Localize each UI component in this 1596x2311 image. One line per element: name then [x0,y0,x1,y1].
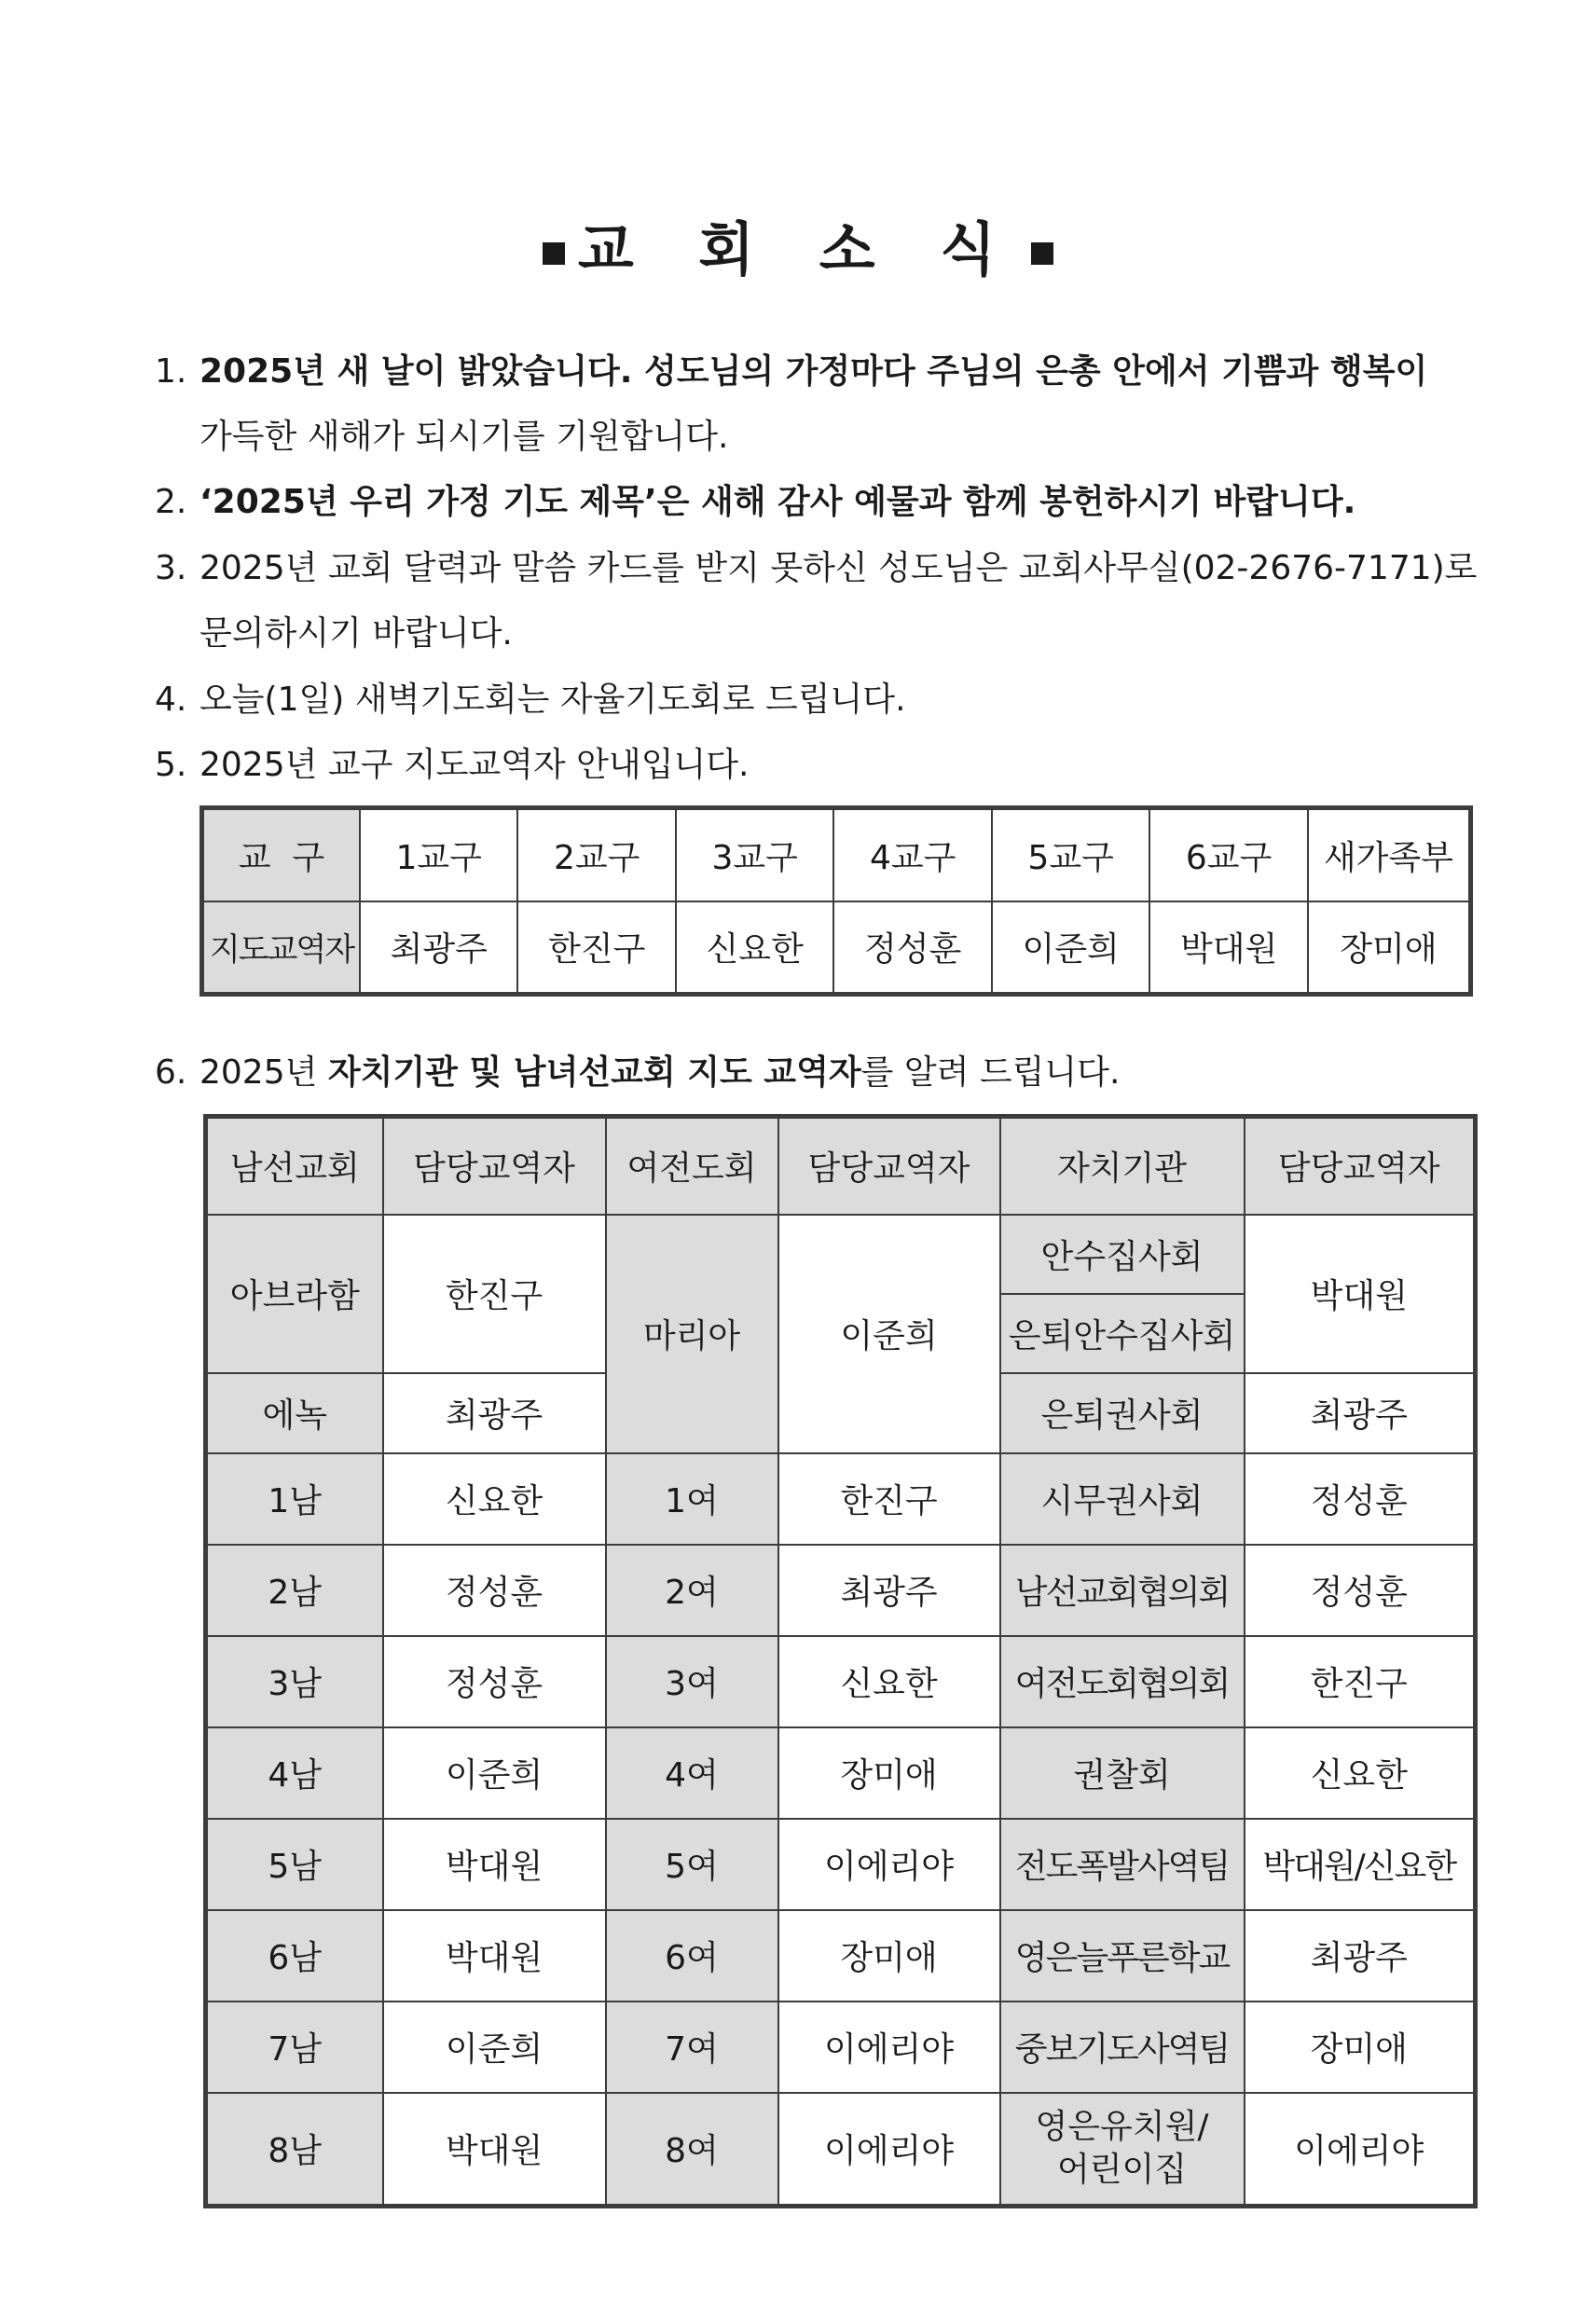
square-bullet-icon [1031,242,1053,265]
women-group-leader: 이에리야 [778,1819,1000,1910]
district-header-cell: 3교구 [676,808,833,901]
women-group-leader: 장미애 [778,1910,1000,2001]
item-number: 6. [155,1053,187,1092]
org-top-row [206,1215,1476,1294]
org-name: 남선교회협의회 [1000,1545,1245,1636]
org-header-cell: 남선교회 [206,1117,383,1215]
org-leader: 최광주 [1245,1373,1476,1453]
org-row [206,2001,1476,2093]
district-header-cell: 1교구 [360,808,517,901]
women-group-name: 6여 [606,1910,778,2001]
org-leader: 박대원 [1245,1215,1476,1373]
notice-item-5 [155,743,750,788]
square-bullet-icon [543,242,565,265]
item-text: 2025년 [200,1053,328,1092]
men-group-leader: 정성훈 [383,1545,606,1636]
item-text: 2025년 새 날이 밝았습니다. 성도님의 가정마다 주님의 은총 안에서 기쁨과 행복이 [200,352,1428,391]
item-text: 2025년 교구 지도교역자 안내입니다. [200,746,750,784]
district-leader-table [200,805,1473,997]
notice-item-2 [155,480,1356,525]
org-name: 은퇴안수집사회 [1000,1294,1245,1373]
org-header-cell: 여전도회 [606,1117,778,1215]
district-leader-cell: 박대원 [1149,901,1307,995]
women-group-leader: 한진구 [778,1453,1000,1545]
district-header-cell: 2교구 [517,808,675,901]
women-group-name: 8여 [606,2093,778,2207]
district-leader-cell: 정성훈 [833,901,991,995]
men-group-name: 아브라함 [206,1215,383,1373]
item-number: 1. [155,352,187,391]
women-group-name: 마리아 [606,1215,778,1453]
men-group-name: 5남 [206,1819,383,1910]
org-header-cell: 담당교역자 [383,1117,606,1215]
district-leader-cell: 최광주 [360,901,517,995]
notice-item-6 [155,1051,1121,1095]
men-group-leader: 한진구 [383,1215,606,1373]
women-group-name: 3여 [606,1636,778,1727]
men-group-name: 1남 [206,1453,383,1545]
women-group-name: 1여 [606,1453,778,1545]
notice-item-1 [155,350,1428,456]
men-group-leader: 정성훈 [383,1636,606,1727]
notice-item-3 [155,546,1478,653]
district-header-cell: 5교구 [992,808,1149,901]
district-header-cell: 새가족부 [1308,808,1471,901]
org-row [206,2093,1476,2207]
men-group-name: 에녹 [206,1373,383,1453]
men-group-leader: 박대원 [383,1819,606,1910]
item-text: 오늘(1일) 새벽기도회는 자율기도회로 드립니다. [200,681,906,719]
org-leader: 이에리야 [1245,2093,1476,2207]
men-group-leader: 최광주 [383,1373,606,1453]
item-text: 를 알려 드립니다. [860,1053,1121,1092]
district-leader-cell: 이준희 [992,901,1149,995]
org-row [206,1727,1476,1819]
org-name: 안수집사회 [1000,1215,1245,1294]
item-number: 5. [155,746,187,784]
men-group-name: 3남 [206,1636,383,1727]
org-header-row [206,1117,1476,1215]
org-name [1000,2093,1245,2207]
district-header-cell: 4교구 [833,808,991,901]
org-name: 전도폭발사역팀 [1000,1819,1245,1910]
item-text: 문의하시기 바랍니다. [200,614,513,653]
district-leader-cell: 한진구 [517,901,675,995]
men-group-leader: 박대원 [383,1910,606,2001]
org-name: 영은늘푸른학교 [1000,1910,1245,2001]
men-group-name: 2남 [206,1545,383,1636]
org-leader: 한진구 [1245,1636,1476,1727]
men-group-leader: 박대원 [383,2093,606,2207]
women-group-leader: 최광주 [778,1545,1000,1636]
org-name: 권찰회 [1000,1727,1245,1819]
district-row-label: 지도교역자 [202,901,360,995]
org-row [206,1910,1476,2001]
org-row [206,1636,1476,1727]
org-name-line: 어린이집 [1056,2150,1188,2189]
item-text-bold: 자치기관 및 남녀선교회 지도 교역자 [327,1053,861,1092]
org-leader: 최광주 [1245,1910,1476,2001]
org-header-cell: 자치기관 [1000,1117,1245,1215]
women-group-leader: 이에리야 [778,2093,1000,2207]
women-group-name: 4여 [606,1727,778,1819]
district-header-cell: 교 구 [202,808,360,901]
item-text: 2025년 교회 달력과 말씀 카드를 받지 못하신 성도님은 교회사무실(02-2676-7171)로 [200,549,1478,587]
women-group-leader: 이에리야 [778,2001,1000,2093]
women-group-leader: 이준희 [778,1215,1000,1453]
org-leader: 장미애 [1245,2001,1476,2093]
women-group-name: 5여 [606,1819,778,1910]
men-group-name: 8남 [206,2093,383,2207]
org-row [206,1453,1476,1545]
org-name-line: 영은유치원/ [1035,2107,1209,2146]
org-name: 은퇴권사회 [1000,1373,1245,1453]
women-group-name: 7여 [606,2001,778,2093]
district-leader-cell: 신요한 [676,901,833,995]
org-header-cell: 담당교역자 [778,1117,1000,1215]
item-text: ‘2025년 우리 가정 기도 제목’은 새해 감사 예물과 함께 봉헌하시기 바랍니다. [200,483,1356,521]
men-group-leader: 이준희 [383,2001,606,2093]
page-title [0,203,1596,286]
district-leader-row [202,901,1471,995]
org-leader: 정성훈 [1245,1545,1476,1636]
district-header-cell: 6교구 [1149,808,1307,901]
organization-leader-table [203,1114,1478,2208]
item-number: 3. [155,549,187,587]
item-number: 2. [155,483,187,521]
women-group-name: 2여 [606,1545,778,1636]
men-group-leader: 이준희 [383,1727,606,1819]
org-name: 여전도회협의회 [1000,1636,1245,1727]
women-group-leader: 신요한 [778,1636,1000,1727]
notice-item-4 [155,678,906,722]
item-number: 4. [155,681,187,719]
org-header-cell: 담당교역자 [1245,1117,1476,1215]
men-group-name: 7남 [206,2001,383,2093]
women-group-leader: 장미애 [778,1727,1000,1819]
org-row [206,1819,1476,1910]
district-leader-cell: 장미애 [1308,901,1471,995]
men-group-name: 4남 [206,1727,383,1819]
org-leader: 신요한 [1245,1727,1476,1819]
men-group-leader: 신요한 [383,1453,606,1545]
men-group-name: 6남 [206,1910,383,2001]
item-text: 가득한 새해가 되시기를 기원합니다. [200,418,729,456]
org-leader: 정성훈 [1245,1453,1476,1545]
org-name: 시무권사회 [1000,1453,1245,1545]
district-header-row [202,808,1471,901]
title-text: 교 회 소 식 [577,215,1019,283]
org-row [206,1545,1476,1636]
org-name: 중보기도사역팀 [1000,2001,1245,2093]
org-leader: 박대원/신요한 [1245,1819,1476,1910]
